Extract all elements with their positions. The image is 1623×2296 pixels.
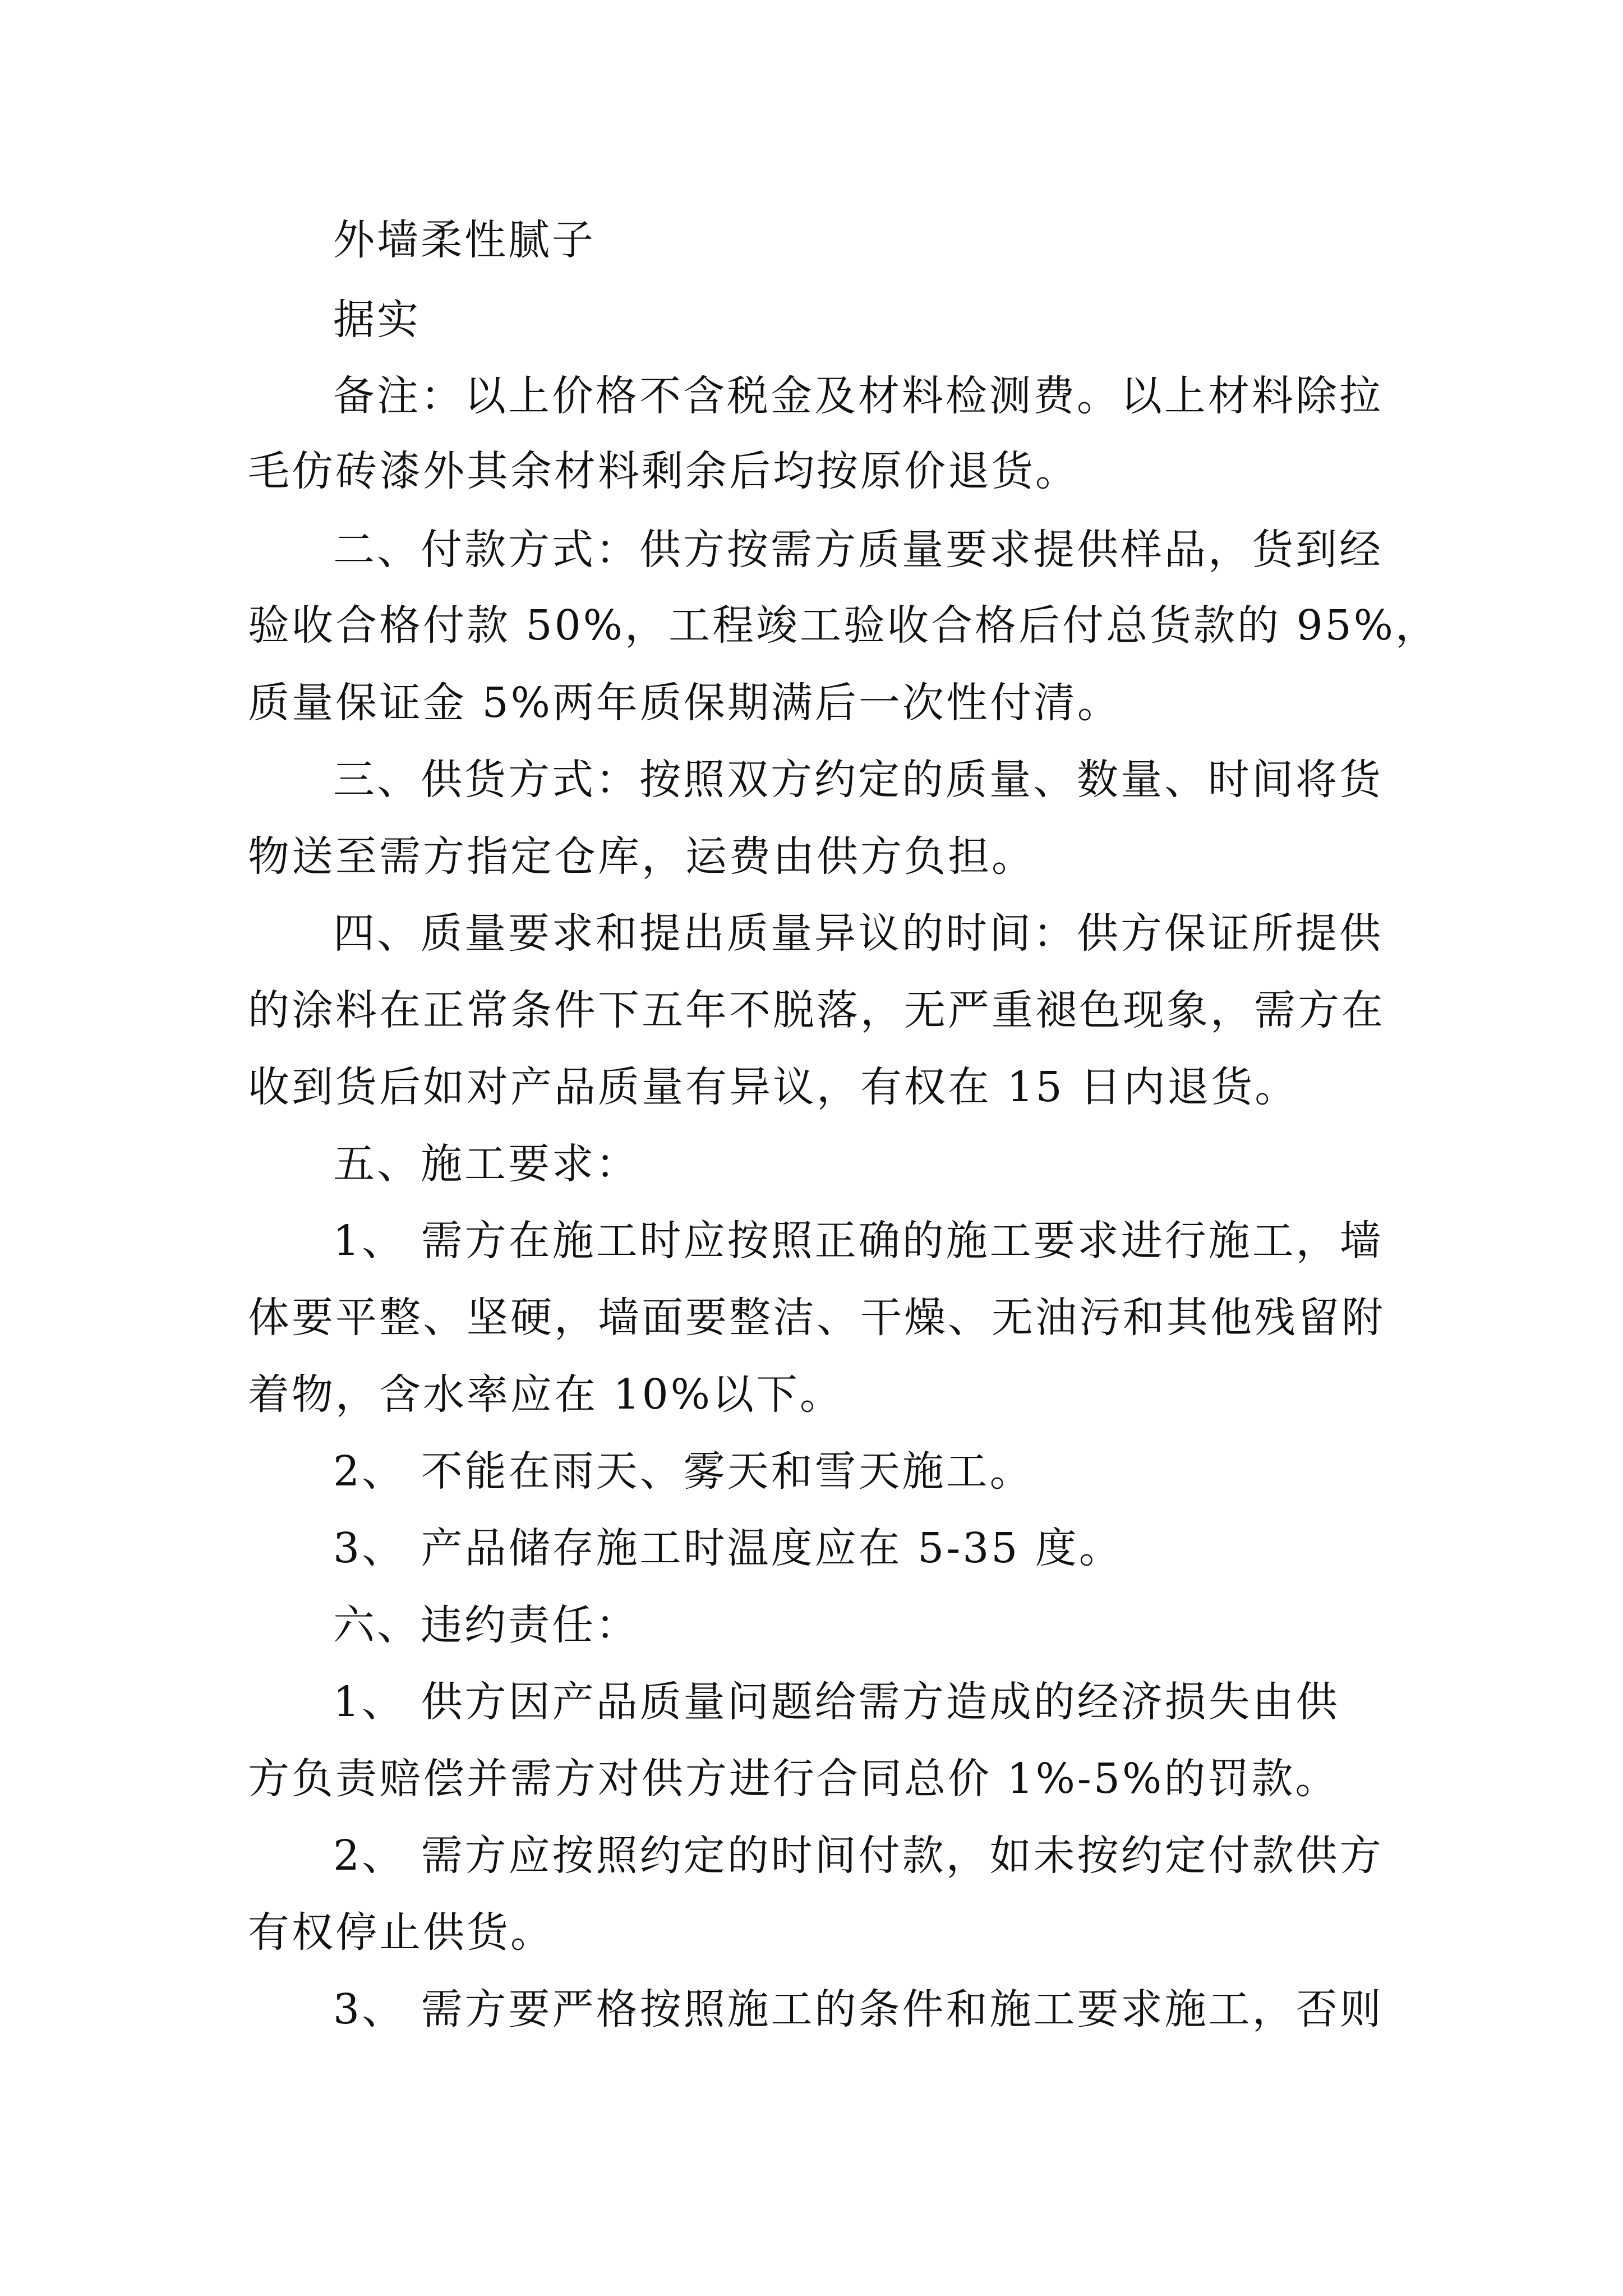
text-line: 物送至需方指定仓库，运费由供方负担。 (248, 832, 1035, 881)
text-line: 外墙柔性腻子 (333, 216, 596, 264)
text-line: 据实 (333, 296, 421, 344)
text-line: 备注：以上价格不含税金及材料检测费。以上材料除拉 (333, 372, 1383, 420)
text-line: 二、付款方式：供方按需方质量要求提供样品，货到经 (333, 526, 1383, 574)
text-line: 3、 产品储存施工时温度应在 5-35 度。 (333, 1524, 1123, 1572)
text-line: 有权停止供货。 (248, 1908, 554, 1957)
text-line: 2、 不能在雨天、雾天和雪天施工。 (333, 1447, 1034, 1496)
text-line: 收到货后如对产品质量有异议，有权在 15 日内退货。 (248, 1063, 1299, 1111)
text-line: 的涂料在正常条件下五年不脱落，无严重褪色现象，需方在 (248, 986, 1385, 1034)
text-line: 着物，含水率应在 10%以下。 (248, 1370, 843, 1419)
text-line: 方负责赔偿并需方对供方进行合同总价 1%-5%的罚款。 (248, 1755, 1339, 1803)
text-line: 3、 需方要严格按照施工的条件和施工要求施工，否则 (333, 1985, 1384, 2033)
text-line: 验收合格付款 50%，工程竣工验收合格后付总货款的 95%， (248, 601, 1439, 650)
section-heading: 五、施工要求： (333, 1140, 639, 1188)
text-line: 毛仿砖漆外其余材料剩余后均按原价退货。 (248, 447, 1079, 495)
text-line: 三、供货方式：按照双方约定的质量、数量、时间将货 (333, 756, 1383, 804)
text-line: 1、 需方在施工时应按照正确的施工要求进行施工，墙 (333, 1217, 1384, 1265)
text-line: 1、 供方因产品质量问题给需方造成的经济损失由供 (333, 1678, 1340, 1726)
text-line: 质量保证金 5%两年质保期满后一次性付清。 (248, 679, 1121, 727)
text-line: 四、质量要求和提出质量异议的时间：供方保证所提供 (333, 909, 1383, 958)
text-line: 2、 需方应按照约定的时间付款，如未按约定付款供方 (333, 1832, 1384, 1880)
section-heading: 六、违约责任： (333, 1601, 639, 1649)
text-line: 体要平整、坚硬，墙面要整洁、干燥、无油污和其他残留附 (248, 1294, 1385, 1342)
